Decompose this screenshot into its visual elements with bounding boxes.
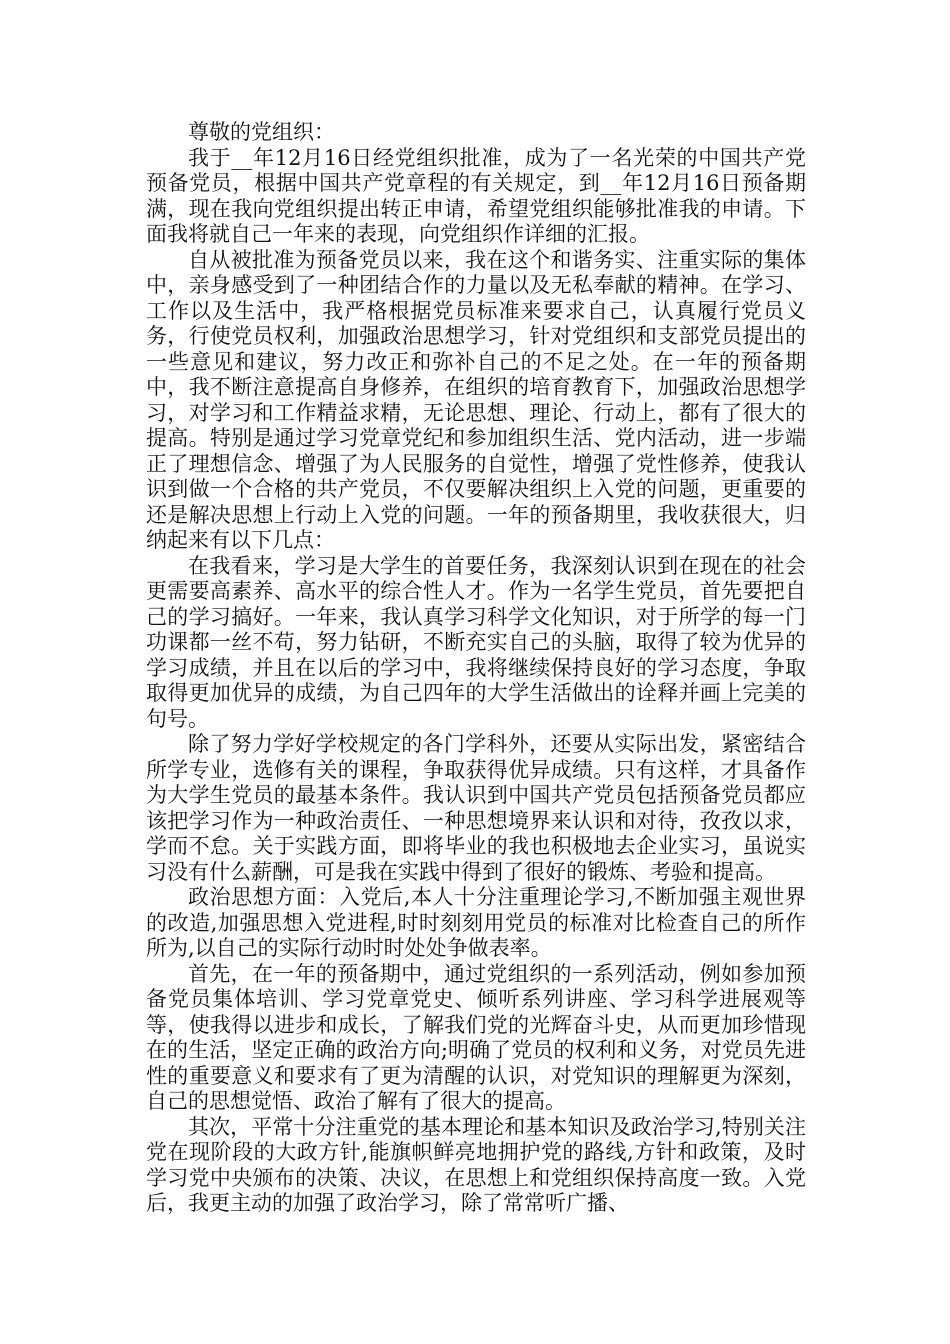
paragraph-first: 首先，在一年的预备期中，通过党组织的一系列活动，例如参加预备党员集体培训、学习党章党史、倾听系列讲座、学习科学进展观等等，使我得以进步和成长，了解我们党的光辉奋斗史，从而更加珍惜现在的生活，坚定正确的政治方向;明确了党员的权利和义务，对党员先进性的重要意义和要求有了更为清醒的认识，对党知识的理解更为深刻，自己的思想觉悟、政治了解有了很大的提高。 bbox=[146, 961, 806, 1113]
paragraph-practice: 除了努力学好学校规定的各门学科外，还要从实际出发，紧密结合所学专业，选修有关的课程，争取获得优异成绩。只有这样，才具备作为大学生党员的最基本条件。我认识到中国共产党员包括预备党员都应该把学习作为一种政治责任、一种思想境界来认识和对待，孜孜以求，学而不怠。关于实践方面，即将毕业的我也积极地去企业实习，虽说实习没有什么薪酬，可是我在实践中得到了很好的锻炼、考验和提高。 bbox=[146, 732, 806, 884]
salutation: 尊敬的党组织： bbox=[188, 120, 335, 144]
paragraph-political-thought: 政治思想方面：入党后,本人十分注重理论学习,不断加强主观世界的改造,加强思想入党进程,时时刻刻用党员的标准对比检查自己的所作所为,以自己的实际行动时时处处争做表率。 bbox=[146, 885, 806, 960]
paragraph-study: 在我看来，学习是大学生的首要任务，我深刻认识到在现在的社会更需要高素养、高水平的综合性人才。作为一名学生党员，首先要把自己的学习搞好。一年来，我认真学习科学文化知识，对于所学的每一门功课都一丝不苟，努力钻研，不断充实自己的头脑，取得了较为优异的学习成绩，并且在以后的学习中，我将继续保持良好的学习态度，争取取得更加优异的成绩，为自己四年的大学生活做出的诠释并画上完美的句号。 bbox=[146, 553, 806, 731]
paragraph-second: 其次，平常十分注重党的基本理论和基本知识及政治学习,特别关注党在现阶段的大政方针,能旗帜鲜亮地拥护党的路线,方针和政策，及时学习党中央颁布的决策、决议，在思想上和党组织保持高度一致。入党后，我更主动的加强了政治学习，除了常常听广播、 bbox=[146, 1114, 806, 1215]
paragraph-overview: 自从被批准为预备党员以来，我在这个和谐务实、注重实际的集体中，亲身感受到了一种团结合作的力量以及无私奉献的精神。在学习、工作以及生活中，我严格根据党员标准来要求自己，认真履行党员义务，行使党员权利，加强政治思想学习，针对党组织和支部党员提出的一些意见和建议，努力改正和弥补自己的不足之处。在一年的预备期中，我不断注意提高自身修养，在组织的培育教育下，加强政治思想学习，对学习和工作精益求精，无论思想、理论、行动上，都有了很大的提高。特别是通过学习党章党纪和参加组织生活、党内活动，进一步端正了理想信念、增强了为人民服务的自觉性，增强了党性修养，使我认识到做一个合格的共产党员，不仅要解决组织上入党的问题，更重要的还是解决思想上行动上入党的问题。一年的预备期里，我收获很大，归纳起来有以下几点： bbox=[146, 247, 806, 552]
document-body bbox=[146, 120, 806, 1217]
paragraph-intro: 我于__年12月16日经党组织批准，成为了一名光荣的中国共产党预备党员，根据中国共产党章程的有关规定，到__年12月16日预备期满，现在我向党组织提出转正申请，希望党组织能够批准我的申请。下面我将就自己一年来的表现，向党组织作详细的汇报。 bbox=[146, 145, 806, 246]
